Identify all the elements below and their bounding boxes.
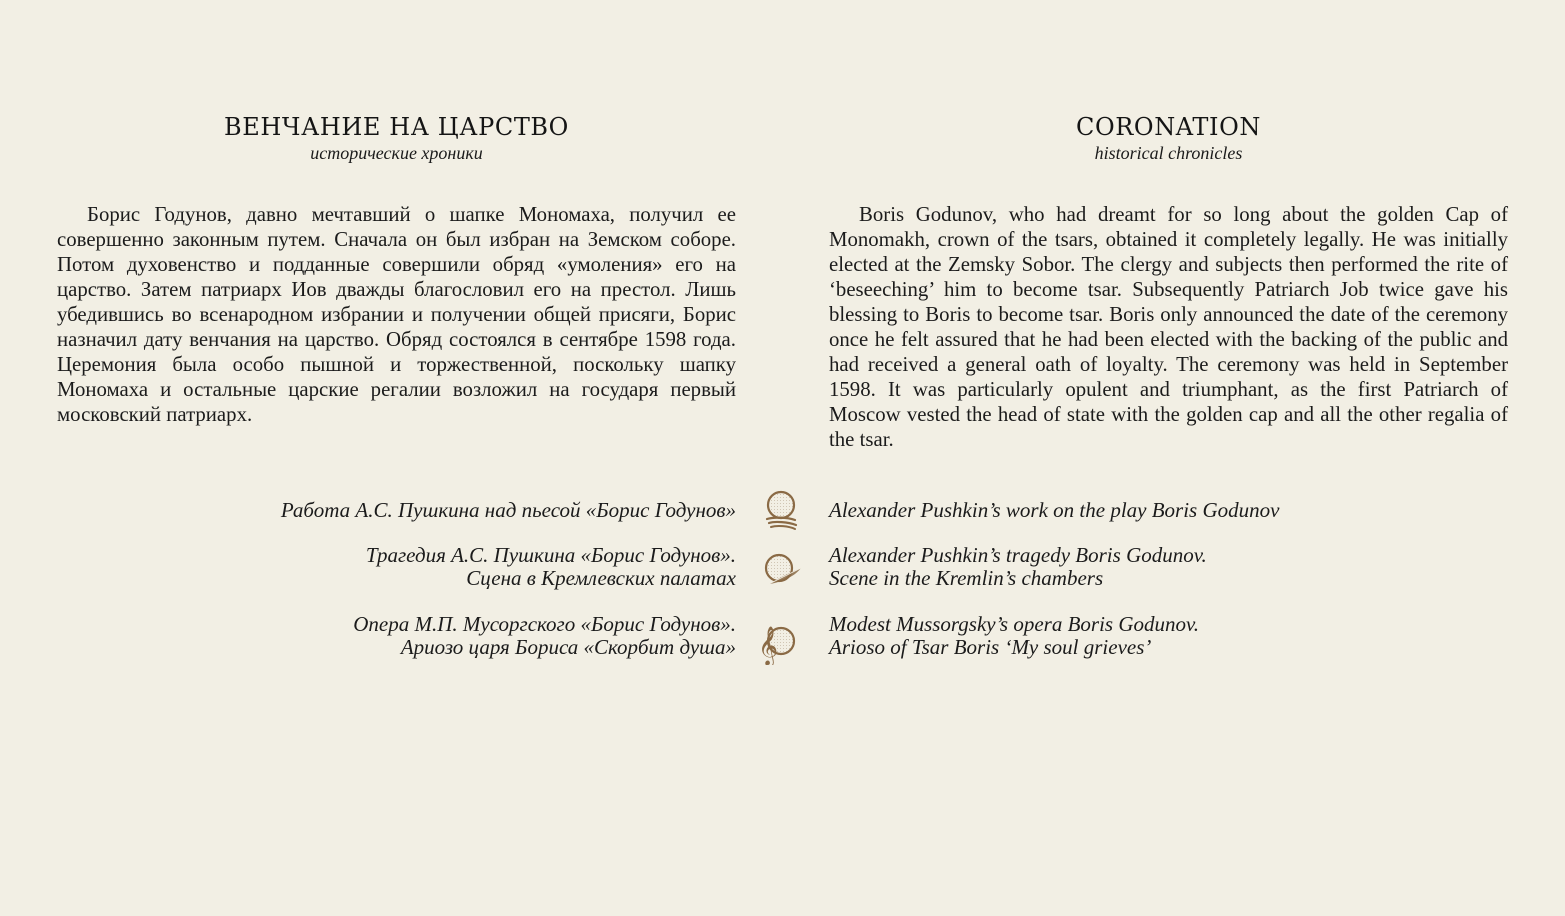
media-label-en[interactable] xyxy=(829,544,1207,590)
treble-clef-icon[interactable] xyxy=(755,617,803,665)
page-title-en: CORONATION xyxy=(1076,113,1261,141)
media-label-ru[interactable] xyxy=(366,544,736,590)
media-label-line[interactable]: Arioso of Tsar Boris ‘My soul grieves’ xyxy=(829,635,1152,659)
media-label-ru[interactable] xyxy=(353,613,736,659)
media-label-line[interactable]: Modest Mussorgsky’s opera Boris Godunov. xyxy=(829,612,1200,636)
media-label-line[interactable]: Ариозо царя Бориса «Скорбит душа» xyxy=(400,635,736,659)
media-label-line[interactable]: Трагедия А.С. Пушкина «Борис Годунов». xyxy=(365,543,736,567)
body-text-en: Boris Godunov, who had dreamt for so long about the golden Cap of Monomakh, crown of the tsars, obtained it completely legally. He was initially elected at the Zemsky Sobor. The clergy and subjects then performed the rite of ‘beseeching’ him to become tsar. Subsequently Patriarch Job twice gave his blessing to Boris to become tsar. Boris only announced the date of the ceremony once he felt assured that he had been elected with the backing of the public and had received a general oath of loyalty. The ceremony was held in September 1598. It was particularly opulent and triumphant, as the first Patriarch of Moscow vested the head of state with the golden cap and all the other regalia of the tsar. xyxy=(829,203,1508,451)
page-subtitle-ru: исторические хроники xyxy=(310,143,483,163)
page-title-ru: ВЕНЧАНИЕ НА ЦАРСТВО xyxy=(224,113,569,141)
media-label-line[interactable]: Опера М.П. Мусоргского «Борис Годунов». xyxy=(353,612,736,636)
media-label-line[interactable]: Alexander Pushkin’s tragedy Boris Godunov. xyxy=(829,543,1207,567)
scroll-book-icon[interactable] xyxy=(755,487,803,535)
media-label-line[interactable]: Alexander Pushkin’s work on the play Boris Godunov xyxy=(829,498,1280,522)
media-label-line[interactable]: Scene in the Kremlin’s chambers xyxy=(829,566,1104,590)
quill-pen-icon[interactable] xyxy=(755,546,803,594)
media-label-ru[interactable] xyxy=(281,499,736,522)
media-label-en[interactable] xyxy=(829,613,1199,659)
media-label-line[interactable]: Работа А.С. Пушкина над пьесой «Борис Годунов» xyxy=(280,498,736,522)
media-label-en[interactable] xyxy=(829,499,1279,522)
media-label-line[interactable]: Сцена в Кремлевских палатах xyxy=(466,566,736,590)
body-text-ru: Борис Годунов, давно мечтавший о шапке Мономаха, получил ее совершенно законным путем. Сначала он был избран на Земском соборе. Потом духовенство и подданные совершили обряд «умоления» его на царство. Затем патриарх Иов дважды благословил его на престол. Лишь убедившись во всенародном избрании и получении общей присяги, Борис назначил дату венчания на царство. Обряд состоялся в сентябре 1598 года. Церемония была особо пышной и торжественной, поскольку шапку Мономаха и остальные царские регалии возложил на государя первый московский патриарх. xyxy=(57,203,736,426)
page-subtitle-en: historical chronicles xyxy=(1094,143,1243,163)
svg-text:𝄞: 𝄞 xyxy=(758,626,779,665)
